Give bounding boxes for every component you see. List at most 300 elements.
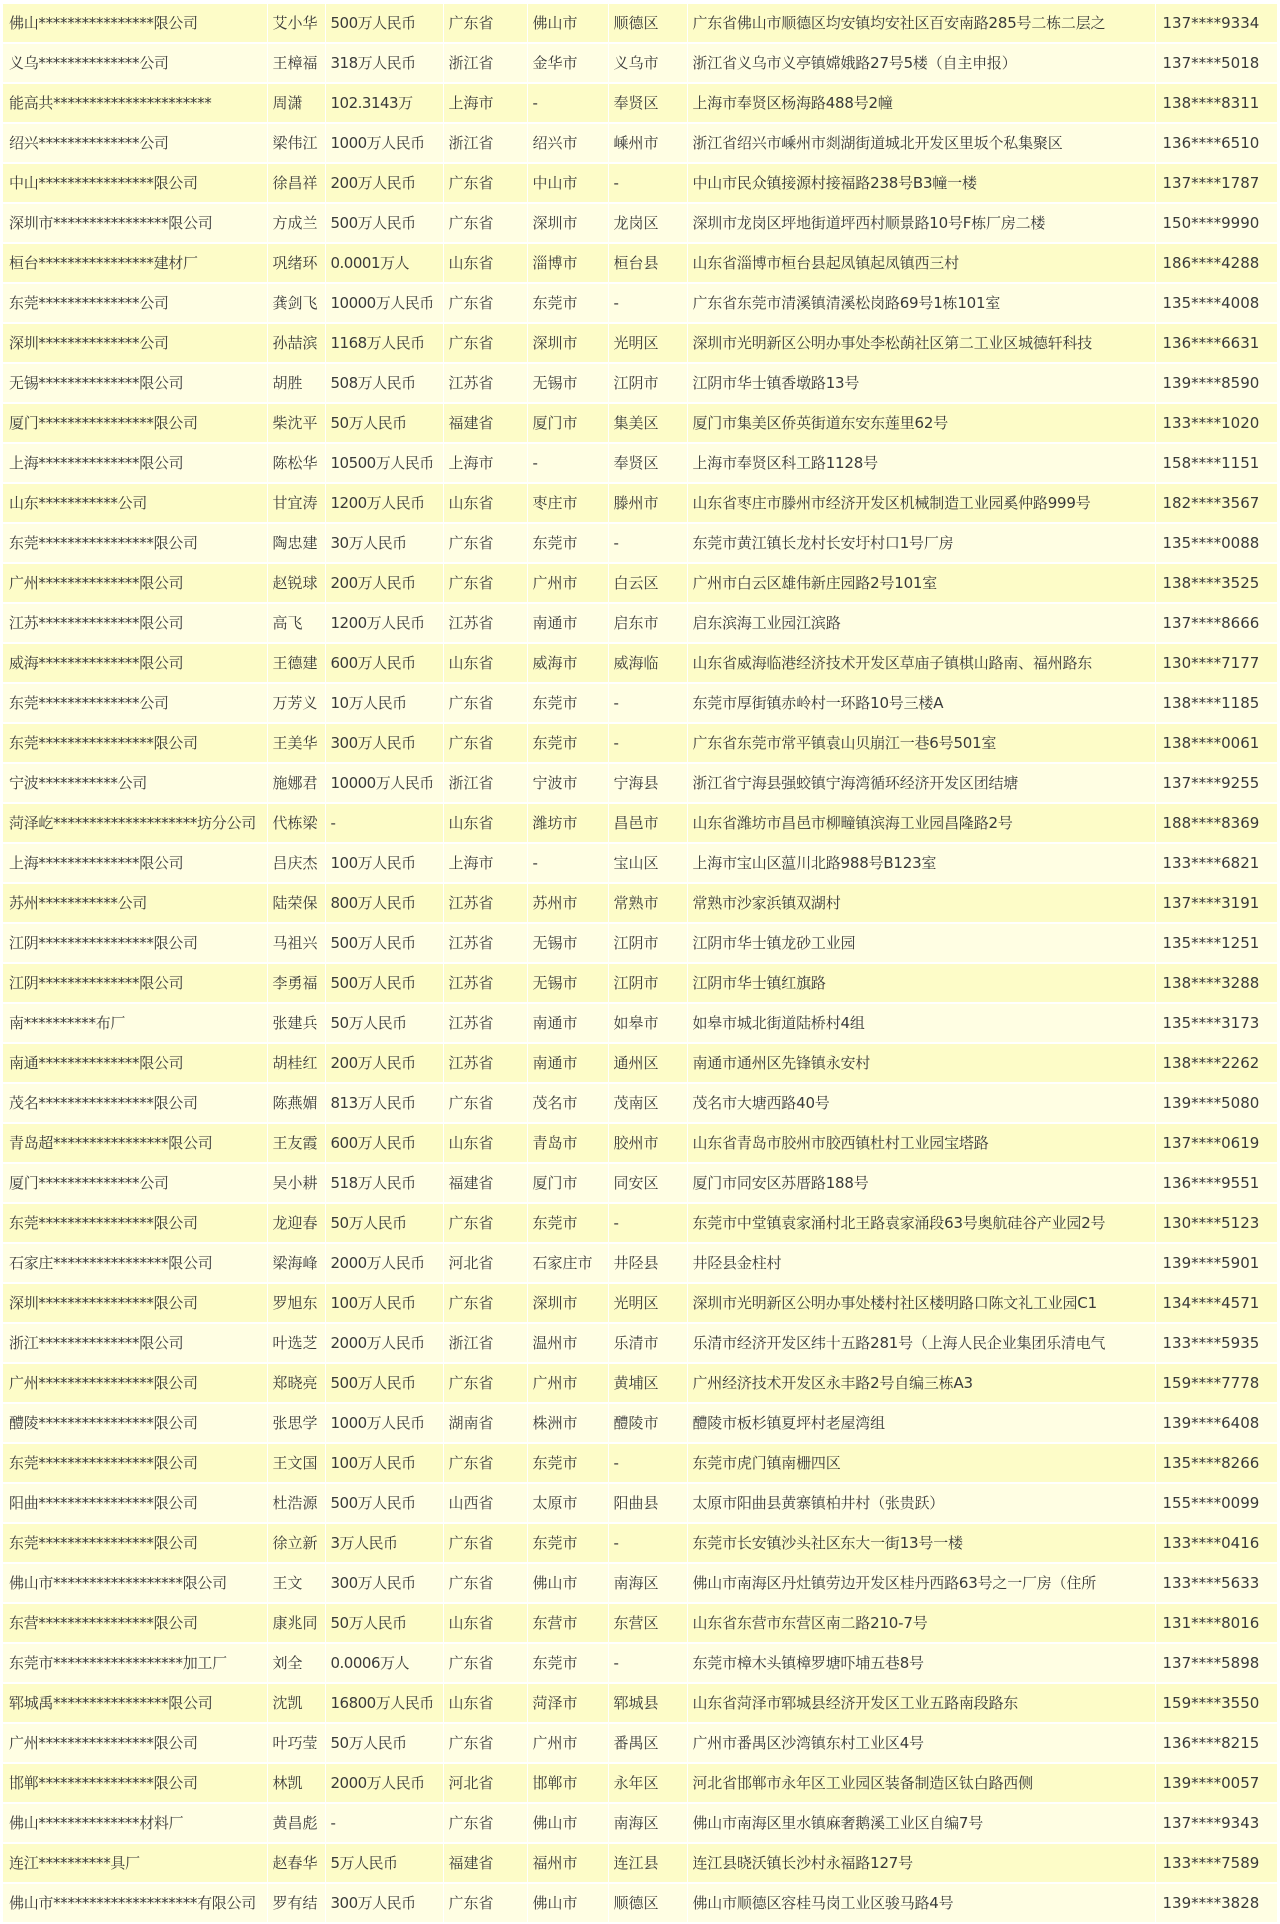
contact-cell: 叶选芝 (267, 1323, 325, 1363)
address-cell: 山东省威海临港经济技术开发区草庙子镇棋山路南、福州路东 (687, 643, 1155, 683)
city-cell: 佛山市 (527, 1803, 608, 1843)
city-cell: 广州市 (527, 563, 608, 603)
address-cell: 深圳市龙岗区坪地街道坪西村顺景路10号F栋厂房二楼 (687, 203, 1155, 243)
province-cell: 山西省 (443, 1483, 527, 1523)
city-cell: 威海市 (527, 643, 608, 683)
capital-cell: 10500万人民币 (325, 443, 443, 483)
capital-cell: - (325, 803, 443, 843)
table-row (3, 363, 1277, 403)
address-cell: 如皋市城北街道陆桥村4组 (687, 1003, 1155, 1043)
capital-cell: 600万人民币 (325, 1123, 443, 1163)
table-row (3, 443, 1277, 483)
company-cell: 郓城禹****************限公司 (3, 1683, 267, 1723)
address-cell: 山东省潍坊市昌邑市柳疃镇滨海工业园昌隆路2号 (687, 803, 1155, 843)
address-cell: 广州经济技术开发区永丰路2号自编三栋A3 (687, 1363, 1155, 1403)
contact-cell: 龙迎春 (267, 1203, 325, 1243)
company-cell: 威海**************限公司 (3, 643, 267, 683)
table-row (3, 1123, 1277, 1163)
city-cell: 淄博市 (527, 243, 608, 283)
address-cell: 乐清市经济开发区纬十五路281号（上海人民企业集团乐清电气 (687, 1323, 1155, 1363)
address-cell: 东莞市长安镇沙头社区东大一街13号一楼 (687, 1523, 1155, 1563)
city-cell: 无锡市 (527, 963, 608, 1003)
contact-cell: 李勇福 (267, 963, 325, 1003)
company-cell: 佛山****************限公司 (3, 4, 267, 43)
province-cell: 江苏省 (443, 883, 527, 923)
province-cell: 上海市 (443, 83, 527, 123)
capital-cell: 600万人民币 (325, 643, 443, 683)
company-cell: 石家庄****************限公司 (3, 1243, 267, 1283)
contact-cell: 沈凯 (267, 1683, 325, 1723)
capital-cell: 1200万人民币 (325, 603, 443, 643)
company-cell: 茂名****************限公司 (3, 1083, 267, 1123)
contact-cell: 叶巧莹 (267, 1723, 325, 1763)
phone-cell: 138****8311 (1155, 83, 1277, 123)
capital-cell: 2000万人民币 (325, 1243, 443, 1283)
city-cell: - (527, 443, 608, 483)
capital-cell: 813万人民币 (325, 1083, 443, 1123)
capital-cell: 518万人民币 (325, 1163, 443, 1203)
address-cell: 广东省东莞市常平镇袁山贝崩江一巷6号501室 (687, 723, 1155, 763)
company-cell: 厦门**************公司 (3, 1163, 267, 1203)
capital-cell: 10000万人民币 (325, 763, 443, 803)
capital-cell: 318万人民币 (325, 43, 443, 83)
table-row (3, 723, 1277, 763)
district-cell: 嵊州市 (608, 123, 687, 163)
address-cell: 上海市奉贤区杨海路488号2幢 (687, 83, 1155, 123)
company-cell: 中山****************限公司 (3, 163, 267, 203)
city-cell: 无锡市 (527, 923, 608, 963)
table-row (3, 1523, 1277, 1563)
capital-cell: 500万人民币 (325, 963, 443, 1003)
district-cell: 白云区 (608, 563, 687, 603)
capital-cell: 50万人民币 (325, 1203, 443, 1243)
city-cell: 广州市 (527, 1723, 608, 1763)
address-cell: 江阴市华士镇香墩路13号 (687, 363, 1155, 403)
phone-cell: 139****6408 (1155, 1403, 1277, 1443)
table-row (3, 1763, 1277, 1803)
district-cell: 通州区 (608, 1043, 687, 1083)
city-cell: 温州市 (527, 1323, 608, 1363)
address-cell: 广州市白云区雄伟新庄园路2号101室 (687, 563, 1155, 603)
province-cell: 广东省 (443, 4, 527, 43)
capital-cell: 1200万人民币 (325, 483, 443, 523)
contact-cell: 康兆同 (267, 1603, 325, 1643)
company-cell: 上海**************限公司 (3, 843, 267, 883)
province-cell: 广东省 (443, 1563, 527, 1603)
contact-cell: 施娜君 (267, 763, 325, 803)
company-cell: 上海**************限公司 (3, 443, 267, 483)
contact-cell: 马祖兴 (267, 923, 325, 963)
capital-cell: 200万人民币 (325, 563, 443, 603)
table-row (3, 323, 1277, 363)
table-row (3, 1483, 1277, 1523)
contact-cell: 周潇 (267, 83, 325, 123)
province-cell: 浙江省 (443, 123, 527, 163)
company-cell: 苏州***********公司 (3, 883, 267, 923)
phone-cell: 134****4571 (1155, 1283, 1277, 1323)
address-cell: 河北省邯郸市永年区工业园区装备制造区钛白路西侧 (687, 1763, 1155, 1803)
district-cell: 醴陵市 (608, 1403, 687, 1443)
phone-cell: 136****8215 (1155, 1723, 1277, 1763)
contact-cell: 罗旭东 (267, 1283, 325, 1323)
phone-cell: 139****5080 (1155, 1083, 1277, 1123)
table-row (3, 1643, 1277, 1683)
capital-cell: 800万人民币 (325, 883, 443, 923)
province-cell: 广东省 (443, 1363, 527, 1403)
phone-cell: 137****5898 (1155, 1643, 1277, 1683)
district-cell: 永年区 (608, 1763, 687, 1803)
district-cell: 龙岗区 (608, 203, 687, 243)
company-cell: 东营****************限公司 (3, 1603, 267, 1643)
contact-cell: 林凯 (267, 1763, 325, 1803)
company-cell: 深圳**************公司 (3, 323, 267, 363)
city-cell: 福州市 (527, 1843, 608, 1883)
contact-cell: 万芳义 (267, 683, 325, 723)
city-cell: 东莞市 (527, 1203, 608, 1243)
company-cell: 东莞****************限公司 (3, 1203, 267, 1243)
phone-cell: 137****3191 (1155, 883, 1277, 923)
table-row (3, 923, 1277, 963)
table-row (3, 4, 1277, 43)
city-cell: 南通市 (527, 603, 608, 643)
phone-cell: 136****9551 (1155, 1163, 1277, 1203)
city-cell: 中山市 (527, 163, 608, 203)
district-cell: 顺德区 (608, 1883, 687, 1923)
district-cell: 乐清市 (608, 1323, 687, 1363)
phone-cell: 133****6821 (1155, 843, 1277, 883)
province-cell: 江苏省 (443, 923, 527, 963)
table-row (3, 1603, 1277, 1643)
contact-cell: 柴沈平 (267, 403, 325, 443)
contact-cell: 黄昌彪 (267, 1803, 325, 1843)
city-cell: 东莞市 (527, 523, 608, 563)
province-cell: 广东省 (443, 523, 527, 563)
table-row (3, 43, 1277, 83)
province-cell: 广东省 (443, 1443, 527, 1483)
city-cell: 广州市 (527, 1363, 608, 1403)
city-cell: 石家庄市 (527, 1243, 608, 1283)
address-cell: 中山市民众镇接源村接福路238号B3幢一楼 (687, 163, 1155, 203)
table-row (3, 1203, 1277, 1243)
phone-cell: 133****5935 (1155, 1323, 1277, 1363)
table-row (3, 963, 1277, 1003)
city-cell: 青岛市 (527, 1123, 608, 1163)
company-cell: 能高共********************** (3, 83, 267, 123)
province-cell: 浙江省 (443, 43, 527, 83)
table-row (3, 1803, 1277, 1843)
province-cell: 山东省 (443, 1603, 527, 1643)
phone-cell: 137****1787 (1155, 163, 1277, 203)
phone-cell: 135****4008 (1155, 283, 1277, 323)
city-cell: 深圳市 (527, 1283, 608, 1323)
city-cell: 苏州市 (527, 883, 608, 923)
city-cell: 佛山市 (527, 1883, 608, 1923)
contact-cell: 胡桂红 (267, 1043, 325, 1083)
phone-cell: 139****8590 (1155, 363, 1277, 403)
city-cell: 南通市 (527, 1003, 608, 1043)
address-cell: 佛山市顺德区容桂马岗工业区骏马路4号 (687, 1883, 1155, 1923)
district-cell: 光明区 (608, 323, 687, 363)
province-cell: 山东省 (443, 243, 527, 283)
capital-cell: 500万人民币 (325, 203, 443, 243)
address-cell: 上海市奉贤区科工路1128号 (687, 443, 1155, 483)
phone-cell: 138****1185 (1155, 683, 1277, 723)
city-cell: 太原市 (527, 1483, 608, 1523)
phone-cell: 158****1151 (1155, 443, 1277, 483)
district-cell: - (608, 723, 687, 763)
address-cell: 常熟市沙家浜镇双湖村 (687, 883, 1155, 923)
city-cell: 东莞市 (527, 1643, 608, 1683)
company-cell: 浙江**************限公司 (3, 1323, 267, 1363)
city-cell: 枣庄市 (527, 483, 608, 523)
company-cell: 佛山市********************有限公司 (3, 1883, 267, 1923)
capital-cell: 1000万人民币 (325, 123, 443, 163)
city-cell: 无锡市 (527, 363, 608, 403)
phone-cell: 130****5123 (1155, 1203, 1277, 1243)
address-cell: 浙江省宁海县强蛟镇宁海湾循环经济开发区团结塘 (687, 763, 1155, 803)
district-cell: 井陉县 (608, 1243, 687, 1283)
contact-cell: 胡胜 (267, 363, 325, 403)
address-cell: 厦门市集美区侨英街道东安东莲里62号 (687, 403, 1155, 443)
phone-cell: 150****9990 (1155, 203, 1277, 243)
contact-cell: 刘全 (267, 1643, 325, 1683)
capital-cell: 100万人民币 (325, 1283, 443, 1323)
district-cell: 连江县 (608, 1843, 687, 1883)
address-cell: 茂名市大塘西路40号 (687, 1083, 1155, 1123)
company-cell: 东莞****************限公司 (3, 723, 267, 763)
address-cell: 浙江省绍兴市嵊州市剡湖街道城北开发区里坂个私集聚区 (687, 123, 1155, 163)
district-cell: 威海临 (608, 643, 687, 683)
table-row (3, 1563, 1277, 1603)
province-cell: 广东省 (443, 1723, 527, 1763)
phone-cell: 137****8666 (1155, 603, 1277, 643)
table-row (3, 1043, 1277, 1083)
district-cell: 江阴市 (608, 963, 687, 1003)
company-cell: 东莞****************限公司 (3, 1443, 267, 1483)
phone-cell: 133****5633 (1155, 1563, 1277, 1603)
province-cell: 广东省 (443, 1283, 527, 1323)
province-cell: 江苏省 (443, 363, 527, 403)
table-row (3, 1163, 1277, 1203)
capital-cell: 300万人民币 (325, 1563, 443, 1603)
address-cell: 山东省枣庄市滕州市经济开发区机械制造工业园奚仲路999号 (687, 483, 1155, 523)
city-cell: 宁波市 (527, 763, 608, 803)
address-cell: 江阴市华士镇龙砂工业园 (687, 923, 1155, 963)
district-cell: - (608, 1443, 687, 1483)
district-cell: - (608, 683, 687, 723)
phone-cell: 133****1020 (1155, 403, 1277, 443)
address-cell: 江阴市华士镇红旗路 (687, 963, 1155, 1003)
table-row (3, 1003, 1277, 1043)
address-cell: 山东省青岛市胶州市胶西镇杜村工业园宝塔路 (687, 1123, 1155, 1163)
company-cell: 广州**************限公司 (3, 563, 267, 603)
province-cell: 广东省 (443, 203, 527, 243)
province-cell: 福建省 (443, 1843, 527, 1883)
table-row (3, 763, 1277, 803)
district-cell: 启东市 (608, 603, 687, 643)
phone-cell: 131****8016 (1155, 1603, 1277, 1643)
company-cell: 菏泽屹********************坊分公司 (3, 803, 267, 843)
phone-cell: 137****9343 (1155, 1803, 1277, 1843)
capital-cell: 10万人民币 (325, 683, 443, 723)
district-cell: 集美区 (608, 403, 687, 443)
phone-cell: 138****3288 (1155, 963, 1277, 1003)
table-row (3, 203, 1277, 243)
table-row (3, 1083, 1277, 1123)
company-cell: 江苏**************限公司 (3, 603, 267, 643)
province-cell: 广东省 (443, 1803, 527, 1843)
city-cell: 东莞市 (527, 1443, 608, 1483)
capital-cell: 0.0006万人 (325, 1643, 443, 1683)
province-cell: 浙江省 (443, 1323, 527, 1363)
province-cell: 江苏省 (443, 1043, 527, 1083)
phone-cell: 138****0061 (1155, 723, 1277, 763)
table-row (3, 643, 1277, 683)
contact-cell: 梁伟江 (267, 123, 325, 163)
province-cell: 山东省 (443, 483, 527, 523)
phone-cell: 155****0099 (1155, 1483, 1277, 1523)
company-cell: 桓台****************建材厂 (3, 243, 267, 283)
address-cell: 山东省东营市东营区南二路210-7号 (687, 1603, 1155, 1643)
district-cell: 番禺区 (608, 1723, 687, 1763)
province-cell: 广东省 (443, 683, 527, 723)
phone-cell: 136****6631 (1155, 323, 1277, 363)
capital-cell: 508万人民币 (325, 363, 443, 403)
table-row (3, 683, 1277, 723)
contact-cell: 甘宜涛 (267, 483, 325, 523)
phone-cell: 137****5018 (1155, 43, 1277, 83)
address-cell: 东莞市中堂镇袁家涌村北王路袁家涌段63号奥航硅谷产业园2号 (687, 1203, 1155, 1243)
contact-cell: 方成兰 (267, 203, 325, 243)
contact-cell: 徐立新 (267, 1523, 325, 1563)
phone-cell: 138****2262 (1155, 1043, 1277, 1083)
contact-cell: 巩绪环 (267, 243, 325, 283)
capital-cell: 2000万人民币 (325, 1323, 443, 1363)
city-cell: - (527, 843, 608, 883)
province-cell: 广东省 (443, 1203, 527, 1243)
district-cell: 义乌市 (608, 43, 687, 83)
capital-cell: 100万人民币 (325, 1443, 443, 1483)
district-cell: 茂南区 (608, 1083, 687, 1123)
contact-cell: 张思学 (267, 1403, 325, 1443)
address-cell: 醴陵市板杉镇夏坪村老屋湾组 (687, 1403, 1155, 1443)
province-cell: 广东省 (443, 563, 527, 603)
district-cell: 阳曲县 (608, 1483, 687, 1523)
district-cell: 东营区 (608, 1603, 687, 1643)
capital-cell: 1000万人民币 (325, 1403, 443, 1443)
table-row (3, 1243, 1277, 1283)
phone-cell: 135****8266 (1155, 1443, 1277, 1483)
address-cell: 南通市通州区先锋镇永安村 (687, 1043, 1155, 1083)
city-cell: 东莞市 (527, 283, 608, 323)
company-cell: 江阴**************限公司 (3, 963, 267, 1003)
district-cell: 胶州市 (608, 1123, 687, 1163)
contact-cell: 王美华 (267, 723, 325, 763)
city-cell: 深圳市 (527, 323, 608, 363)
phone-cell: 137****9255 (1155, 763, 1277, 803)
district-cell: 昌邑市 (608, 803, 687, 843)
district-cell: 宝山区 (608, 843, 687, 883)
phone-cell: 139****0057 (1155, 1763, 1277, 1803)
district-cell: 光明区 (608, 1283, 687, 1323)
city-cell: 株洲市 (527, 1403, 608, 1443)
table-row (3, 123, 1277, 163)
district-cell: 南海区 (608, 1803, 687, 1843)
contact-cell: 张建兵 (267, 1003, 325, 1043)
address-cell: 广东省佛山市顺德区均安镇均安社区百安南路285号二栋二层之 (687, 4, 1155, 43)
district-cell: - (608, 283, 687, 323)
capital-cell: 16800万人民币 (325, 1683, 443, 1723)
district-cell: - (608, 523, 687, 563)
company-cell: 广州****************限公司 (3, 1723, 267, 1763)
contact-cell: 杜浩源 (267, 1483, 325, 1523)
company-cell: 厦门****************限公司 (3, 403, 267, 443)
phone-cell: 137****9334 (1155, 4, 1277, 43)
city-cell: 东莞市 (527, 723, 608, 763)
capital-cell: 500万人民币 (325, 1363, 443, 1403)
district-cell: 江阴市 (608, 923, 687, 963)
company-cell: 阳曲****************限公司 (3, 1483, 267, 1523)
company-cell: 邯郸****************限公司 (3, 1763, 267, 1803)
phone-cell: 186****4288 (1155, 243, 1277, 283)
province-cell: 广东省 (443, 723, 527, 763)
address-cell: 东莞市虎门镇南栅四区 (687, 1443, 1155, 1483)
contact-cell: 陆荣保 (267, 883, 325, 923)
address-cell: 东莞市樟木头镇樟罗塘吓埔五巷8号 (687, 1643, 1155, 1683)
address-cell: 佛山市南海区里水镇麻奢鹅溪工业区自编7号 (687, 1803, 1155, 1843)
city-cell: 邯郸市 (527, 1763, 608, 1803)
city-cell: 潍坊市 (527, 803, 608, 843)
district-cell: 郓城县 (608, 1683, 687, 1723)
address-cell: 山东省淄博市桓台县起凤镇起凤镇西三村 (687, 243, 1155, 283)
city-cell: 南通市 (527, 1043, 608, 1083)
district-cell: 同安区 (608, 1163, 687, 1203)
address-cell: 东莞市厚街镇赤岭村一环路10号三楼A (687, 683, 1155, 723)
address-cell: 东莞市黄江镇长龙村长安圩村口1号厂房 (687, 523, 1155, 563)
address-cell: 广东省东莞市清溪镇清溪松岗路69号1栋101室 (687, 283, 1155, 323)
company-cell: 东莞市******************加工厂 (3, 1643, 267, 1683)
company-cell: 南通**************限公司 (3, 1043, 267, 1083)
phone-cell: 133****7589 (1155, 1843, 1277, 1883)
table-row (3, 1443, 1277, 1483)
capital-cell: 0.0001万人 (325, 243, 443, 283)
city-cell: 佛山市 (527, 4, 608, 43)
phone-cell: 135****1251 (1155, 923, 1277, 963)
province-cell: 山东省 (443, 1123, 527, 1163)
city-cell: 茂名市 (527, 1083, 608, 1123)
province-cell: 广东省 (443, 1523, 527, 1563)
address-cell: 浙江省义乌市义亭镇嫦娥路27号5楼（自主申报） (687, 43, 1155, 83)
capital-cell: 2000万人民币 (325, 1763, 443, 1803)
contact-cell: 王文 (267, 1563, 325, 1603)
phone-cell: 139****5901 (1155, 1243, 1277, 1283)
company-cell: 义乌**************公司 (3, 43, 267, 83)
contact-cell: 赵锐球 (267, 563, 325, 603)
address-cell: 上海市宝山区蕰川北路988号B123室 (687, 843, 1155, 883)
company-cell: 南**********布厂 (3, 1003, 267, 1043)
contact-cell: 王友霞 (267, 1123, 325, 1163)
phone-cell: 136****6510 (1155, 123, 1277, 163)
address-cell: 广州市番禺区沙湾镇东村工业区4号 (687, 1723, 1155, 1763)
contact-cell: 艾小华 (267, 4, 325, 43)
table-body (3, 4, 1277, 1923)
company-cell: 东莞**************公司 (3, 283, 267, 323)
phone-cell: 138****3525 (1155, 563, 1277, 603)
district-cell: 顺德区 (608, 4, 687, 43)
capital-cell: 200万人民币 (325, 163, 443, 203)
address-cell: 深圳市光明新区公明办事处李松蓢社区第二工业区城德轩科技 (687, 323, 1155, 363)
contact-cell: 代栋梁 (267, 803, 325, 843)
